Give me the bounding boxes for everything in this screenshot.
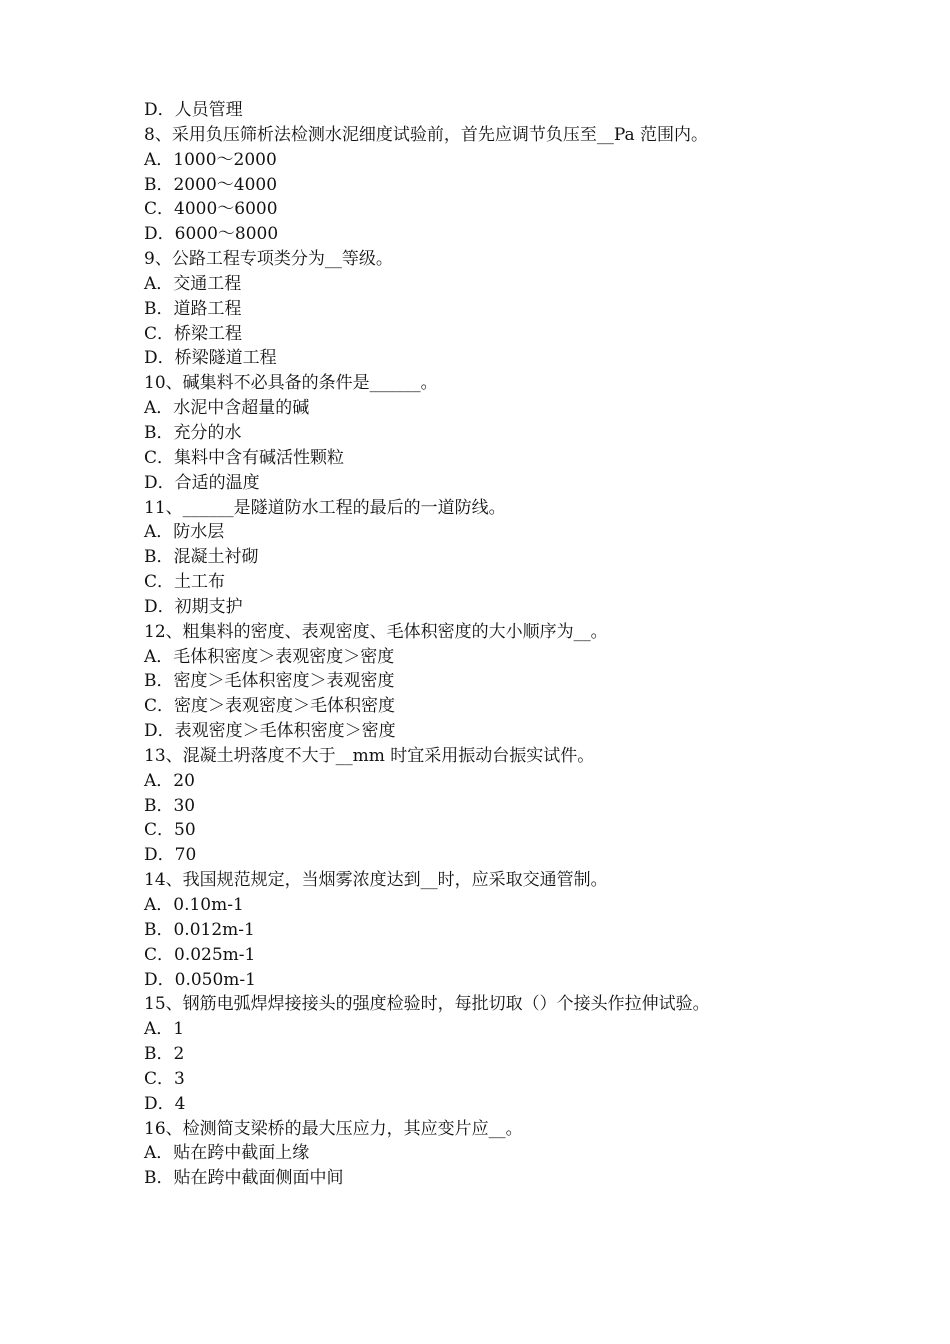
option-line: B．道路工程 bbox=[144, 298, 242, 319]
option-line: A．20 bbox=[144, 770, 195, 791]
option-line: C．密度＞表观密度＞毛体积密度 bbox=[144, 696, 396, 717]
option-line: D．0.050m-1 bbox=[144, 969, 256, 990]
option-line: B．密度＞毛体积密度＞表观密度 bbox=[144, 671, 395, 692]
option-line: B．2000～4000 bbox=[144, 174, 278, 195]
option-line: B．贴在跨中截面侧面中间 bbox=[144, 1168, 344, 1189]
option-line: C．集料中含有碱活性颗粒 bbox=[144, 447, 345, 468]
option-line: A．1000～2000 bbox=[144, 149, 277, 170]
option-line: D．表观密度＞毛体积密度＞密度 bbox=[144, 721, 396, 742]
option-line: D．合适的温度 bbox=[144, 472, 260, 493]
option-line: B．混凝土衬砌 bbox=[144, 547, 259, 568]
option-line: D．70 bbox=[144, 845, 197, 866]
option-line: D．6000～8000 bbox=[144, 224, 279, 245]
option-line: B．0.012m-1 bbox=[144, 919, 255, 940]
question-line: 10、碱集料不必具备的条件是______。 bbox=[144, 373, 438, 394]
option-line: C．桥梁工程 bbox=[144, 323, 243, 344]
option-line: A．交通工程 bbox=[144, 273, 242, 294]
option-line: A．0.10m-1 bbox=[144, 895, 244, 915]
document-body bbox=[144, 98, 844, 1191]
question-line: 12、粗集料的密度、表观密度、毛体积密度的大小顺序为__。 bbox=[144, 621, 608, 642]
option-line: B．30 bbox=[144, 795, 196, 816]
question-line: 13、混凝土坍落度不大于__mm 时宜采用振动台振实试件。 bbox=[144, 745, 595, 766]
question-line: 14、我国规范规定，当烟雾浓度达到__时，应采取交通管制。 bbox=[144, 870, 608, 891]
option-line: D．人员管理 bbox=[144, 100, 243, 120]
option-line: D．4 bbox=[144, 1093, 186, 1114]
option-line: A．水泥中含超量的碱 bbox=[144, 398, 310, 419]
option-line: D．初期支护 bbox=[144, 596, 243, 617]
option-line: C．4000～6000 bbox=[144, 199, 278, 220]
option-line: B．2 bbox=[144, 1044, 185, 1065]
option-line: C．土工布 bbox=[144, 572, 226, 593]
option-line: A．防水层 bbox=[144, 522, 225, 543]
option-line: D．桥梁隧道工程 bbox=[144, 348, 277, 369]
option-line: C．50 bbox=[144, 820, 196, 841]
option-line: A．贴在跨中截面上缘 bbox=[144, 1143, 310, 1164]
option-line: B．充分的水 bbox=[144, 422, 242, 443]
question-line: 11、______是隧道防水工程的最后的一道防线。 bbox=[144, 497, 506, 518]
question-line: 15、钢筋电弧焊焊接接头的强度检验时，每批切取（）个接头作拉伸试验。 bbox=[144, 994, 710, 1015]
option-line: A．毛体积密度＞表观密度＞密度 bbox=[144, 646, 395, 667]
option-line: C．0.025m-1 bbox=[144, 944, 256, 965]
option-line: A．1 bbox=[144, 1019, 185, 1040]
question-line: 9、公路工程专项类分为__等级。 bbox=[144, 249, 393, 270]
question-line: 16、检测简支梁桥的最大压应力，其应变片应__。 bbox=[144, 1118, 523, 1139]
option-line: C．3 bbox=[144, 1068, 185, 1089]
question-line: 8、采用负压筛析法检测水泥细度试验前，首先应调节负压至__Pa 范围内。 bbox=[144, 124, 709, 145]
